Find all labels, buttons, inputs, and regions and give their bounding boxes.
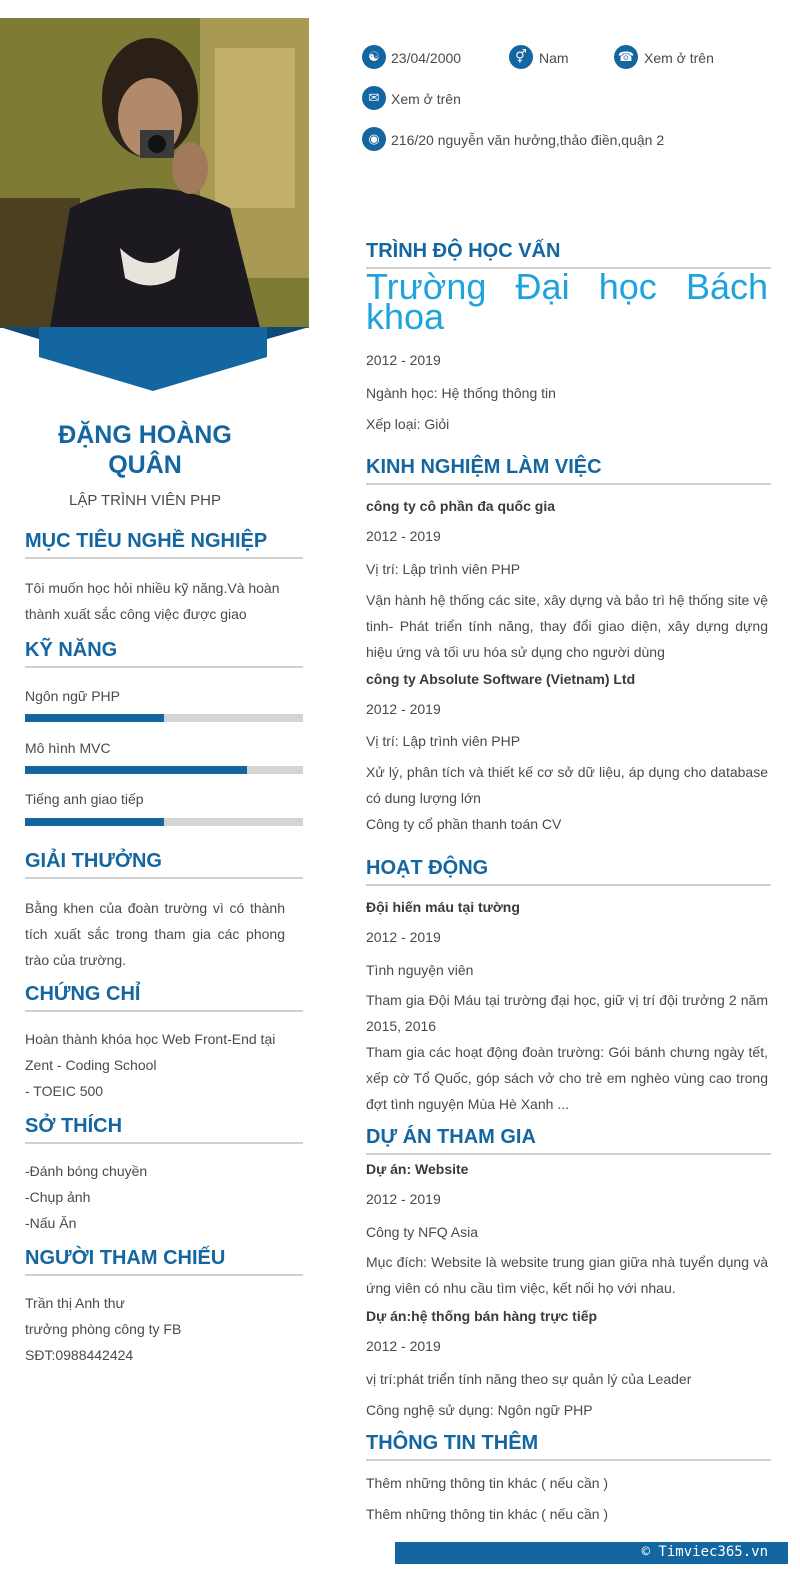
references-heading: NGƯỜI THAM CHIẾU bbox=[25, 1247, 303, 1276]
hobby-line: -Chụp ảnh bbox=[25, 1189, 91, 1205]
extra-line: Thêm những thông tin khác ( nếu cần ) bbox=[366, 1475, 609, 1491]
project-name: Dự án:hệ thống bán hàng trực tiếp bbox=[366, 1308, 598, 1324]
objective-text: Tôi muốn học hỏi nhiều kỹ năng.Và hoàn thành xuất sắc công việc được giao bbox=[25, 580, 280, 622]
photo-ribbon bbox=[0, 327, 309, 392]
skill-bar bbox=[25, 766, 303, 774]
certificates-heading: CHỨNG CHỈ bbox=[25, 983, 303, 1012]
skill-bar-fill bbox=[25, 766, 247, 774]
project-name: Dự án: Website bbox=[366, 1161, 469, 1177]
birthday-icon: ☯ bbox=[362, 45, 386, 69]
profile-photo bbox=[0, 18, 309, 328]
email-icon: ✉ bbox=[362, 86, 386, 110]
candidate-role: LẬP TRÌNH VIÊN PHP bbox=[69, 492, 221, 509]
hobby-line: -Đánh bóng chuyền bbox=[25, 1163, 148, 1179]
phone-icon: ☎ bbox=[614, 45, 638, 69]
certificate-line: Hoàn thành khóa học Web Front-End tại Zent - Coding School bbox=[25, 1031, 276, 1073]
reference-line: Trần thị Anh thư bbox=[25, 1295, 125, 1311]
candidate-name: ĐẶNG HOÀNG QUÂN bbox=[58, 421, 232, 479]
skill-label: Mô hình MVC bbox=[25, 740, 111, 756]
awards-text: Bằng khen của đoàn trường vì có thành tích xuất sắc trong tham gia các phong trào của trường. bbox=[25, 900, 285, 968]
education-grade: Xếp loại: Giỏi bbox=[366, 416, 450, 432]
skill-bar bbox=[25, 714, 303, 722]
experience-heading: KINH NGHIỆM LÀM VIỆC bbox=[366, 456, 771, 485]
job-extra: Công ty cổ phần thanh toán CV bbox=[366, 816, 562, 832]
skills-heading: KỸ NĂNG bbox=[25, 639, 303, 668]
reference-line: SĐT:0988442424 bbox=[25, 1347, 134, 1363]
education-heading: TRÌNH ĐỘ HỌC VẤN bbox=[366, 240, 771, 269]
project-company: Công ty NFQ Asia bbox=[366, 1224, 479, 1240]
job-period: 2012 - 2019 bbox=[366, 528, 441, 544]
email-text: Xem ở trên bbox=[391, 91, 461, 107]
job-description: Xử lý, phân tích và thiết kế cơ sở dữ liệu, áp dụng cho database có dung lượng lớn bbox=[366, 764, 768, 806]
school-name: Trường Đại học Bách khoa bbox=[366, 266, 768, 337]
certificate-line: - TOEIC 500 bbox=[25, 1083, 104, 1099]
awards-heading: GIẢI THƯỞNG bbox=[25, 850, 303, 879]
phone-text: Xem ở trên bbox=[644, 50, 714, 66]
objective-heading: MỤC TIÊU NGHỀ NGHIỆP bbox=[25, 530, 303, 559]
activity-name: Đội hiến máu tại tường bbox=[366, 899, 520, 915]
extra-heading: THÔNG TIN THÊM bbox=[366, 1432, 771, 1461]
footer-bar bbox=[395, 1542, 788, 1564]
activity-period: 2012 - 2019 bbox=[366, 929, 441, 945]
job-position: Vị trí: Lập trình viên PHP bbox=[366, 561, 521, 577]
job-period: 2012 - 2019 bbox=[366, 701, 441, 717]
address-icon: ◉ bbox=[362, 127, 386, 151]
activity-description: Tham gia các hoạt động đoàn trường: Gói bánh chưng ngày tết, xếp cờ Tổ Quốc, góp sách vở cho trẻ em nghèo vùng cao trong đợt tình nguyện Mùa Hè Xanh ... bbox=[366, 1044, 768, 1112]
project-description: Công nghệ sử dụng: Ngôn ngữ PHP bbox=[366, 1402, 593, 1418]
job-company: công ty Absolute Software (Vietnam) Ltd bbox=[366, 671, 636, 687]
activity-role: Tình nguyện viên bbox=[366, 962, 474, 978]
project-period: 2012 - 2019 bbox=[366, 1191, 441, 1207]
job-position: Vị trí: Lập trình viên PHP bbox=[366, 733, 521, 749]
project-description: Mục đích: Website là website trung gian giữa nhà tuyển dụng và ứng viên có nhu cầu tìm việc, kết nối họ với nhau. bbox=[366, 1254, 768, 1296]
activities-heading: HOẠT ĐỘNG bbox=[366, 857, 771, 886]
skill-bar-fill bbox=[25, 714, 164, 722]
education-major: Ngành học: Hệ thống thông tin bbox=[366, 385, 556, 401]
hobbies-heading: SỞ THÍCH bbox=[25, 1115, 303, 1144]
skill-label: Tiếng anh giao tiếp bbox=[25, 791, 144, 807]
project-company: vị trí:phát triển tính năng theo sự quản lý của Leader bbox=[366, 1371, 692, 1387]
skill-bar bbox=[25, 818, 303, 826]
skill-bar-fill bbox=[25, 818, 164, 826]
skill-label: Ngôn ngữ PHP bbox=[25, 688, 120, 704]
job-company: công ty cô phần đa quốc gia bbox=[366, 498, 556, 514]
birthday-text: 23/04/2000 bbox=[391, 50, 462, 66]
footer-credit: © Timviec365.vn bbox=[641, 1544, 768, 1560]
gender-text: Nam bbox=[539, 50, 569, 66]
address-text: 216/20 nguyễn văn hưởng,thảo điền,quận 2 bbox=[391, 132, 665, 148]
education-period: 2012 - 2019 bbox=[366, 352, 441, 368]
job-description: Vận hành hệ thống các site, xây dựng và bảo trì hệ thống site vệ tinh- Phát triển tính năng, thay đổi giao diện, xây dựng dựng hiệu ứng và tối ưu hóa sử dụng cho người dùng bbox=[366, 592, 768, 660]
reference-line: trưởng phòng công ty FB bbox=[25, 1321, 182, 1337]
activity-description: Tham gia Đội Máu tại trường đại học, giữ vị trí đội trưởng 2 năm 2015, 2016 bbox=[366, 992, 768, 1034]
gender-icon: ⚥ bbox=[509, 45, 533, 69]
project-period: 2012 - 2019 bbox=[366, 1338, 441, 1354]
extra-line: Thêm những thông tin khác ( nếu cần ) bbox=[366, 1506, 609, 1522]
projects-heading: DỰ ÁN THAM GIA bbox=[366, 1126, 771, 1155]
hobby-line: -Nấu Ăn bbox=[25, 1215, 77, 1231]
